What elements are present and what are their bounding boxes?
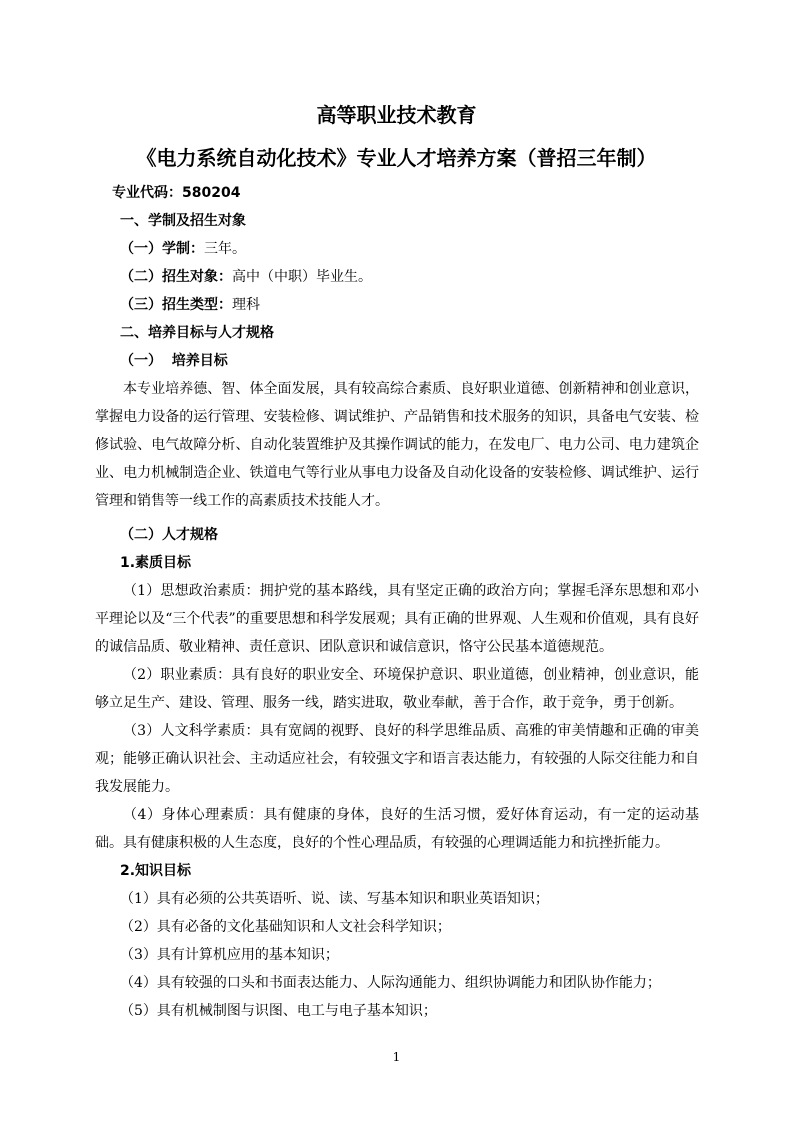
page-number: 1 (392, 1050, 401, 1064)
quality-goal-heading: 1.素质目标 (120, 555, 192, 571)
quality-item: （2）职业素质：具有良好的职业安全、环境保护意识、职业道德，创业精神，创业意识，能够立足生产、建设、管理、服务一线，踏实进取，敬业奉献，善于合作，敢于竞争，勇于创新。 (95, 667, 699, 711)
doc-title-line1: 高等职业技术教育 (316, 103, 477, 127)
major-code (112, 179, 692, 207)
quality-item: （3）人文科学素质：具有宽阔的视野、良好的科学思维品质、高雅的审美情趣和正确的审美观；能够正确认识社会、主动适应社会，有较强文字和语言表达能力，有较强的人际交往能力和自我发展能力。 (95, 723, 699, 795)
talent-spec-heading: （二）人才规格 (120, 527, 218, 543)
quality-item: （1）思想政治素质：拥护党的基本路线，具有坚定正确的政治方向；掌握毛泽东思想和邓小平理论以及“三个代表”的重要思想和科学发展观；具有正确的世界观、人生观和价值观，具有良好的诚信品质、敬业精神、责任意识、团队意识和诚信意识，恪守公民基本道德规范。 (95, 583, 699, 655)
knowledge-item: （2）具有必备的文化基础知识和人文社会科学知识； (120, 919, 451, 935)
item-label: （二）招生对象： (120, 269, 232, 285)
major-code-label: 专业代码： (112, 185, 182, 201)
knowledge-item: （4）具有较强的口头和书面表达能力、人际沟通能力、组织协调能力和团队协作能力； (120, 975, 661, 991)
item-value: 三年。 (204, 241, 246, 257)
knowledge-goal-heading: 2.知识目标 (120, 863, 192, 879)
section1-heading: 一、学制及招生对象 (120, 213, 246, 229)
duration-item (120, 235, 700, 263)
training-goal-heading: （一） 培养目标 (120, 353, 228, 369)
item-value: 高中（中职）毕业生。 (232, 269, 372, 285)
knowledge-item: （5）具有机械制图与识图、电工与电子基本知识； (120, 1003, 437, 1019)
knowledge-item: （1）具有必须的公共英语听、说、读、写基本知识和职业英语知识； (120, 891, 549, 907)
section2-heading: 二、培养目标与人才规格 (120, 325, 274, 341)
enrollment-target-item (120, 263, 700, 291)
enrollment-type-item (120, 291, 700, 319)
knowledge-item: （3）具有计算机应用的基本知识； (120, 947, 339, 963)
major-code-value: 580204 (182, 185, 241, 201)
quality-item: （4）身体心理素质：具有健康的身体，良好的生活习惯，爱好体育运动，有一定的运动基础。具有健康积极的人生态度，良好的个性心理品质，有较强的心理调适能力和抗挫折能力。 (95, 807, 699, 851)
doc-title-line2: 《电力系统自动化技术》专业人才培养方案（普招三年制） (136, 146, 657, 170)
item-value: 理科 (232, 297, 260, 313)
training-goal-paragraph: 本专业培养德、智、体全面发展，具有较高综合素质、良好职业道德、创新精神和创业意识，掌握电力设备的运行管理、安装检修、调试维护、产品销售和技术服务的知识，具备电气安装、检修试验、电气故障分析、自动化装置维护及其操作调试的能力，在发电厂、电力公司、电力建筑企业、电力机械制造企业、铁道电气等行业从事电力设备及自动化设备的安装检修、调试维护、运行管理和销售等一线工作的高素质技术技能人才。 (95, 381, 699, 509)
item-label: （一）学制： (120, 241, 204, 257)
item-label: （三）招生类型： (120, 297, 232, 313)
